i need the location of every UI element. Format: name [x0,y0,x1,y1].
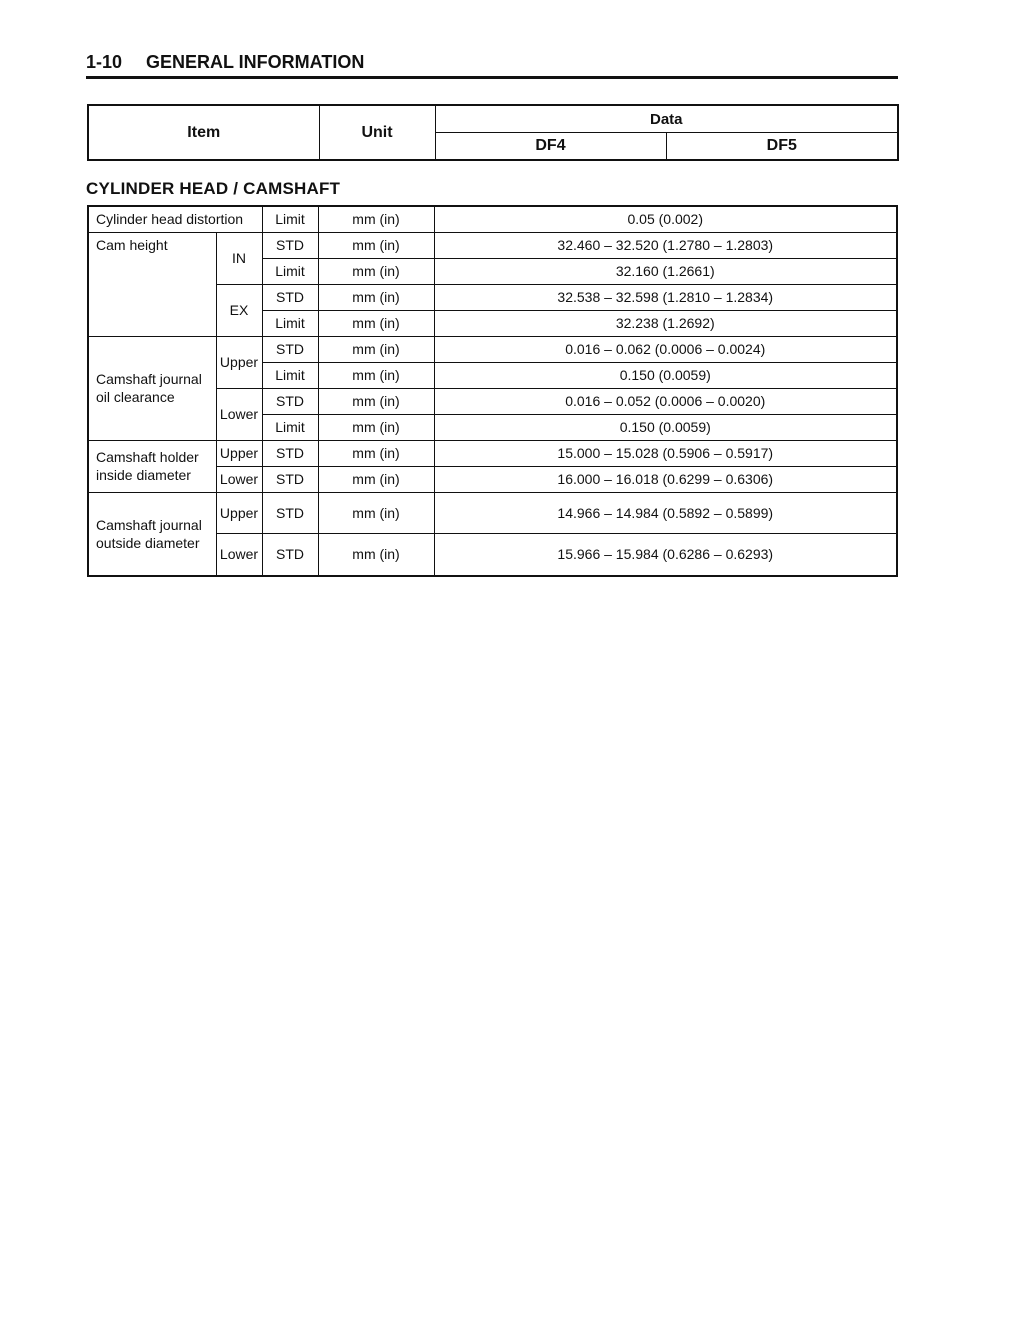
spec-type: Limit [262,414,318,440]
value-cell: 0.05 (0.002) [434,206,897,232]
unit-cell: mm (in) [318,414,434,440]
spec-type: Limit [262,258,318,284]
value-cell: 32.160 (1.2661) [434,258,897,284]
unit-cell: mm (in) [318,440,434,466]
spec-type: STD [262,440,318,466]
spec-type: STD [262,466,318,492]
unit-cell: mm (in) [318,206,434,232]
unit-cell: mm (in) [318,466,434,492]
sub-label: Lower [216,466,262,492]
page-title: GENERAL INFORMATION [146,52,365,72]
value-cell: 0.016 – 0.062 (0.0006 – 0.0024) [434,336,897,362]
spec-type: STD [262,533,318,576]
value-cell: 15.000 – 15.028 (0.5906 – 0.5917) [434,440,897,466]
page-number: 1-10 [86,52,123,72]
value-cell: 0.150 (0.0059) [434,362,897,388]
spec-type: Limit [262,206,318,232]
unit-cell: mm (in) [318,336,434,362]
value-cell: 0.016 – 0.052 (0.0006 – 0.0020) [434,388,897,414]
sub-label: Lower [216,533,262,576]
spec-type: STD [262,232,318,258]
value-cell: 14.966 – 14.984 (0.5892 – 0.5899) [434,492,897,533]
sub-label: Lower [216,388,262,440]
unit-cell: mm (in) [318,492,434,533]
sub-label: Upper [216,440,262,466]
unit-cell: mm (in) [318,388,434,414]
item-label: Cylinder head distortion [88,206,262,232]
item-label: Camshaft journal outside diameter [88,492,216,576]
value-cell: 32.538 – 32.598 (1.2810 – 1.2834) [434,284,897,310]
unit-cell: mm (in) [318,284,434,310]
sub-label: Upper [216,492,262,533]
spec-type: Limit [262,362,318,388]
item-label: Cam height [88,232,216,336]
unit-cell: mm (in) [318,232,434,258]
unit-cell: mm (in) [318,362,434,388]
spec-type: STD [262,492,318,533]
unit-header: Unit [319,105,435,160]
spec-type: STD [262,284,318,310]
page-header [86,52,898,79]
unit-cell: mm (in) [318,533,434,576]
value-cell: 32.460 – 32.520 (1.2780 – 1.2803) [434,232,897,258]
unit-cell: mm (in) [318,310,434,336]
value-cell: 16.000 – 16.018 (0.6299 – 0.6306) [434,466,897,492]
column-header-table [87,104,899,161]
table-row [88,232,897,258]
spec-type: Limit [262,310,318,336]
model-df4-header: DF4 [435,133,666,161]
item-label: Camshaft holder inside diameter [88,440,216,492]
spec-type: STD [262,336,318,362]
spec-type: STD [262,388,318,414]
value-cell: 0.150 (0.0059) [434,414,897,440]
sub-label: IN [216,232,262,284]
table-row [88,336,897,362]
spec-table [87,205,898,577]
unit-cell: mm (in) [318,258,434,284]
item-label: Camshaft journal oil clearance [88,336,216,440]
section-title: CYLINDER HEAD / CAMSHAFT [86,179,341,198]
table-row [88,206,897,232]
value-cell: 32.238 (1.2692) [434,310,897,336]
item-header: Item [88,105,319,160]
model-df5-header: DF5 [666,133,898,161]
value-cell: 15.966 – 15.984 (0.6286 – 0.6293) [434,533,897,576]
data-header: Data [435,105,898,133]
sub-label: EX [216,284,262,336]
sub-label: Upper [216,336,262,388]
table-row [88,440,897,466]
table-row [88,492,897,533]
